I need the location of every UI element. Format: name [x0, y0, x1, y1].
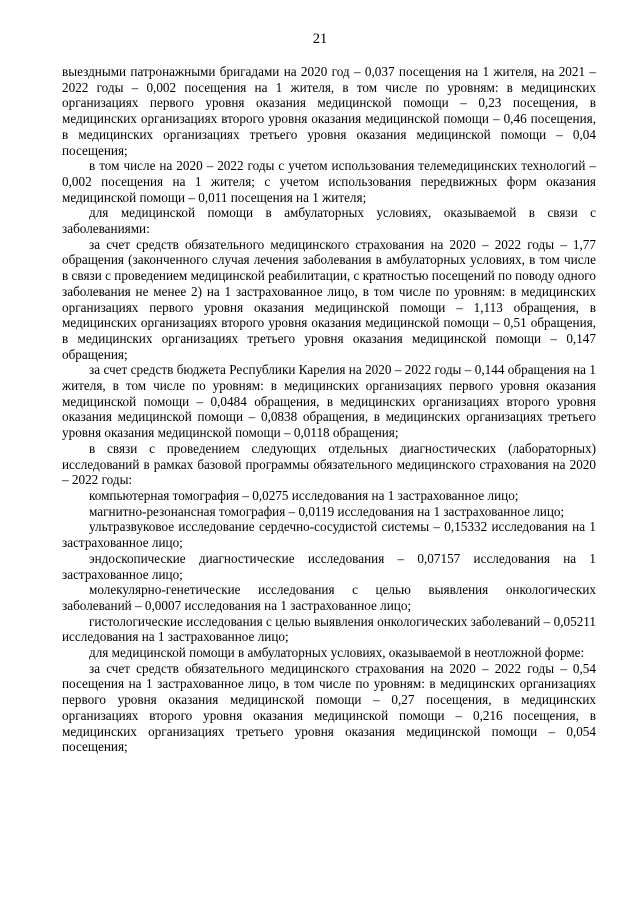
paragraph: выездными патронажными бригадами на 2020 год – 0,037 посещения на 1 жителя, на 2021 – 2022 годы – 0,002 посещения на 1 жителя, в том числе по уровням: в медицинских организациях первого уровня оказания медицинской помощи – 0,23 посещения, в медицинских организациях второго уровня оказания медицинской помощи – 0,46 посещения, в медицинских организациях третьего уровня оказания медицинской помощи – 0,04 посещения;: [62, 64, 596, 158]
paragraph: за счет средств бюджета Республики Карелия на 2020 – 2022 годы – 0,144 обращения на 1 жителя, в том числе по уровням: в медицинских организациях первого уровня оказания медицинской помощи – 0,0484 обращения, в медицинских организациях второго уровня оказания медицинской помощи – 0,0838 обращения, в медицинских организациях третьего уровня оказания медицинской помощи – 0,0118 обращения;: [62, 362, 596, 441]
page-number: 21: [312, 31, 328, 47]
paragraph: в связи с проведением следующих отдельных диагностических (лабораторных) исследований в рамках базовой программы обязательного медицинского страхования на 2020 – 2022 годы:: [62, 440, 596, 488]
paragraph: гистологические исследования с целью выявления онкологических заболеваний – 0,05211 исследования на 1 застрахованное лицо;: [62, 613, 596, 645]
paragraph: для медицинской помощи в амбулаторных условиях, оказываемой в неотложной форме:: [89, 645, 585, 661]
paragraph: эндоскопические диагностические исследования – 0,07157 исследования на 1 застрахованное лицо;: [62, 550, 596, 582]
paragraph: за счет средств обязательного медицинского страхования на 2020 – 2022 годы – 0,54 посещения на 1 застрахованное лицо, в том числе по уровням: в медицинских организациях первого уровня оказания медицинской помощи – 0,27 посещения, в медицинских организациях второго уровня оказания медицинской помощи – 0,216 посещения, в медицинских организациях третьего уровня оказания медицинской помощи – 0,054 посещения;: [62, 660, 596, 755]
document-body: [62, 64, 596, 755]
paragraph: в том числе на 2020 – 2022 годы с учетом использования телемедицинских технологий – 0,002 посещения на 1 жителя; с учетом использования передвижных форм оказания медицинской помощи – 0,011 посещения на 1 жителя;: [62, 158, 596, 205]
paragraph: для медицинской помощи в амбулаторных условиях, оказываемой в связи с заболеваниями:: [62, 205, 596, 237]
paragraph: за счет средств обязательного медицинского страхования на 2020 – 2022 годы – 1,77 обращения (законченного случая лечения заболевания в амбулаторных условиях, в том числе в связи с проведением медицинской реабилитации, с кратностью посещений по поводу одного заболевания не менее 2) на 1 застрахованное лицо, в том числе по уровням: в медицинских организациях первого уровня оказания медицинской помощи – 1,113 обращения, в медицинских организациях второго уровня оказания медицинской помощи – 0,51 обращения, в медицинских организациях третьего уровня оказания медицинской помощи – 0,147 обращения;: [62, 236, 596, 362]
paragraph: ультразвуковое исследование сердечно-сосудистой системы – 0,15332 исследования на 1 застрахованное лицо;: [62, 519, 596, 551]
paragraph: молекулярно-генетические исследования с целью выявления онкологических заболеваний – 0,0007 исследования на 1 застрахованное лицо;: [62, 582, 596, 613]
paragraph: компьютерная томография – 0,0275 исследования на 1 застрахованное лицо;: [89, 487, 519, 503]
paragraph: магнитно-резонансная томография – 0,0119 исследования на 1 застрахованное лицо;: [89, 503, 565, 519]
